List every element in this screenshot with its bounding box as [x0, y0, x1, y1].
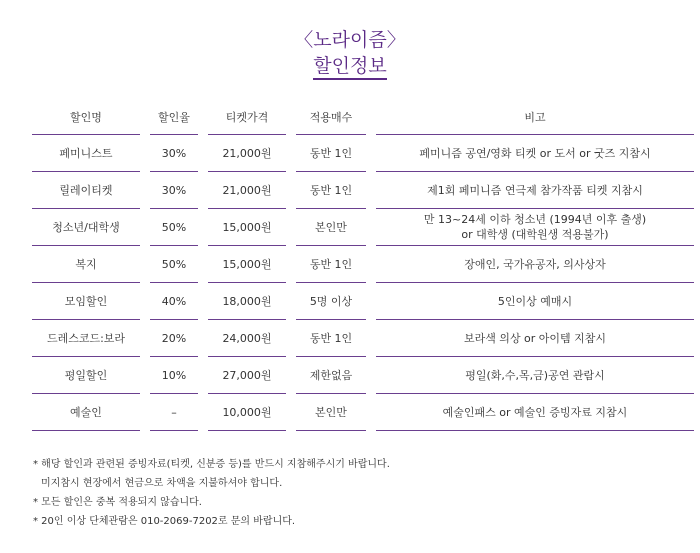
cell-qty: 본인만 — [296, 209, 366, 246]
cell-name: 릴레이티켓 — [32, 172, 140, 209]
cell-note — [376, 357, 694, 394]
header-qty: 적용매수 — [296, 100, 366, 135]
cell-price: 21,000원 — [208, 135, 286, 172]
table-row — [32, 246, 694, 283]
note-line: 예술인패스 or 예술인 증빙자료 지참시 — [442, 405, 628, 419]
note-2: * 모든 할인은 중복 적용되지 않습니다. — [33, 497, 202, 508]
discount-table — [32, 100, 694, 431]
cell-qty: 5명 이상 — [296, 283, 366, 320]
cell-name: 복지 — [32, 246, 140, 283]
note-3: * 20인 이상 단체관람은 010-2069-7202로 문의 바랍니다. — [33, 516, 296, 527]
cell-price: 10,000원 — [208, 394, 286, 431]
cell-rate: 20% — [150, 320, 198, 357]
cell-name: 청소년/대학생 — [32, 209, 140, 246]
cell-rate: 30% — [150, 135, 198, 172]
cell-price: 24,000원 — [208, 320, 286, 357]
cell-qty: 동반 1인 — [296, 172, 366, 209]
cell-price: 21,000원 — [208, 172, 286, 209]
table-header-row — [32, 100, 694, 135]
note-line: or 대학생 (대학원생 적용불가) — [461, 228, 609, 241]
notes — [33, 455, 390, 531]
cell-note — [376, 394, 694, 431]
cell-rate: 50% — [150, 246, 198, 283]
cell-note — [376, 246, 694, 283]
table-row — [32, 357, 694, 394]
table-body — [32, 135, 694, 431]
cell-qty: 동반 1인 — [296, 135, 366, 172]
cell-note — [376, 283, 694, 320]
cell-qty: 제한없음 — [296, 357, 366, 394]
cell-rate: 30% — [150, 172, 198, 209]
page-title: 〈노라이즘〉 — [294, 29, 406, 51]
note-line: 장애인, 국가유공자, 의사상자 — [464, 257, 606, 271]
cell-price: 18,000원 — [208, 283, 286, 320]
page-subtitle-text: 할인정보 — [313, 55, 386, 80]
table-row — [32, 135, 694, 172]
cell-name: 페미니스트 — [32, 135, 140, 172]
cell-price: 15,000원 — [208, 246, 286, 283]
table-row — [32, 209, 694, 246]
cell-rate: 10% — [150, 357, 198, 394]
cell-qty: 본인만 — [296, 394, 366, 431]
table-row — [32, 283, 694, 320]
table-row — [32, 394, 694, 431]
header-note: 비고 — [376, 100, 694, 135]
note-line: 5인이상 예매시 — [497, 294, 573, 308]
cell-rate: 40% — [150, 283, 198, 320]
note-1: * 해당 할인과 관련된 증빙자료(티켓, 신분증 등)를 반드시 지참해주시기 바랍니다. — [33, 459, 390, 470]
header-price: 티켓가격 — [208, 100, 286, 135]
cell-price: 27,000원 — [208, 357, 286, 394]
cell-note — [376, 172, 694, 209]
page-subtitle — [0, 54, 700, 78]
note-1-cont: 미지참시 현장에서 현금으로 차액을 지불하셔야 합니다. — [41, 478, 283, 489]
cell-note — [376, 135, 694, 172]
cell-note — [376, 320, 694, 357]
cell-rate: – — [150, 394, 198, 431]
note-line: 제1회 페미니즘 연극제 참가작품 티켓 지참시 — [427, 183, 643, 197]
cell-price: 15,000원 — [208, 209, 286, 246]
cell-qty: 동반 1인 — [296, 246, 366, 283]
cell-name: 드레스코드:보라 — [32, 320, 140, 357]
note-line: 페미니즘 공연/영화 티켓 or 도서 or 굿즈 지참시 — [419, 146, 651, 160]
cell-name: 모임할인 — [32, 283, 140, 320]
cell-rate: 50% — [150, 209, 198, 246]
title-block — [0, 28, 700, 78]
table-row — [32, 320, 694, 357]
cell-name: 예술인 — [32, 394, 140, 431]
note-line: 보라색 의상 or 아이템 지참시 — [463, 331, 607, 345]
cell-name: 평일할인 — [32, 357, 140, 394]
header-rate: 할인율 — [150, 100, 198, 135]
note-line: 만 13~24세 이하 청소년 (1994년 이후 출생) — [423, 213, 647, 226]
header-name: 할인명 — [32, 100, 140, 135]
table-row — [32, 172, 694, 209]
note-line: 평일(화,수,목,금)공연 관람시 — [465, 368, 605, 382]
cell-qty: 동반 1인 — [296, 320, 366, 357]
cell-note — [376, 209, 694, 246]
